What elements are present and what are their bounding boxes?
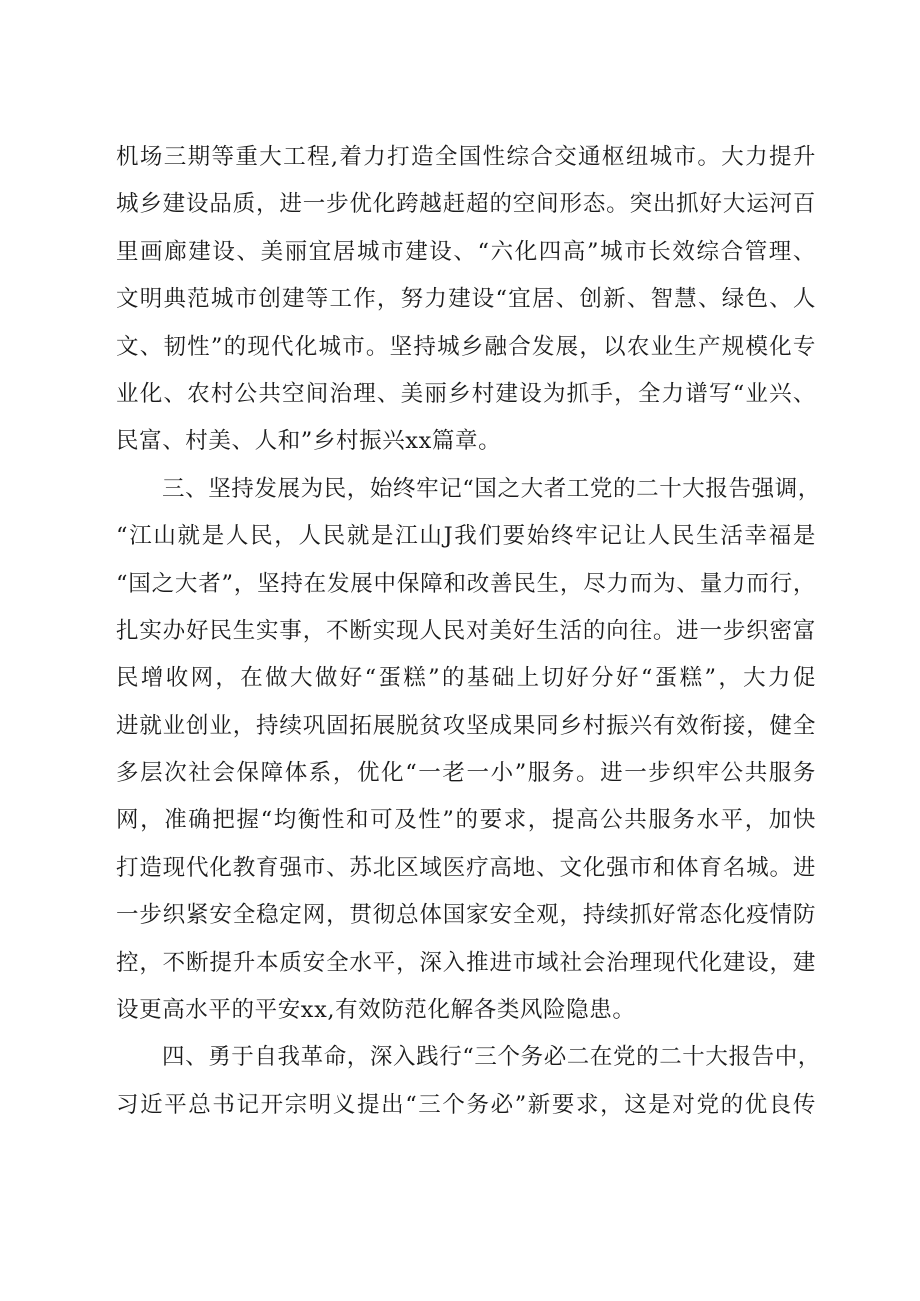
text-line: 民增收网，在做大做好“蛋糕”的基础上切好分好“蛋糕”，大力促 [116,665,816,692]
text-line: 一步织紧安全稳定网，贯彻总体国家安全观，持续抓好常态化疫情防 [116,902,816,929]
text-line: “国之大者”，坚持在发展中保障和改善民生，尽力而为、量力而行， [116,570,816,597]
text-line: 多层次社会保障体系，优化“一老一小”服务。进一步织牢公共服务 [116,760,816,787]
text-line: 扎实办好民生实事，不断实现人民对美好生活的向往。进一步织密富 [116,617,816,644]
text-line: 打造现代化教育强市、苏北区域医疗高地、文化强市和体育名城。进 [116,854,816,881]
body-text [116,134,821,1129]
text-line: “江山就是人民，人民就是江山J我们要始终牢记让人民生活幸福是 [116,523,816,550]
text-line: 文、韧性”的现代化城市。坚持城乡融合发展，以农业生产规模化专 [116,333,816,360]
text-line: 网，准确把握“均衡性和可及性”的要求，提高公共服务水平，加快 [116,807,816,834]
text-line: 民富、村美、人和”乡村振兴xx篇章。 [116,428,502,455]
text-line: 业化、农村公共空间治理、美丽乡村建设为抓手，全力谱写“业兴、 [116,380,816,407]
text-line: 设更高水平的平安xx,有效防范化解各类风险隐患。 [116,997,636,1024]
text-line: 习近平总书记开宗明义提出“三个务必”新要求，这是对党的优良传 [116,1091,816,1118]
text-line: 文明典范城市创建等工作，努力建设“宜居、创新、智慧、绿色、人 [116,286,816,313]
paragraph-start-line: 四、勇于自我革命，深入践行“三个务必二在党的二十大报告中， [162,1044,821,1071]
text-line: 城乡建设品质，进一步优化跨越赶超的空间形态。突出抓好大运河百 [116,191,816,218]
text-line: 进就业创业，持续巩固拓展脱贫攻坚成果同乡村振兴有效衔接，健全 [116,712,816,739]
paragraph-start-line: 三、坚持发展为民，始终牢记“国之大者工党的二十大报告强调， [162,475,821,502]
text-line: 里画廊建设、美丽宜居城市建设、“六化四高”城市长效综合管理、 [116,238,816,265]
text-line: 控，不断提升本质安全水平，深入推进市域社会治理现代化建设，建 [116,949,816,976]
text-line: 机场三期等重大工程,着力打造全国性综合交通枢纽城市。大力提升 [116,144,816,170]
